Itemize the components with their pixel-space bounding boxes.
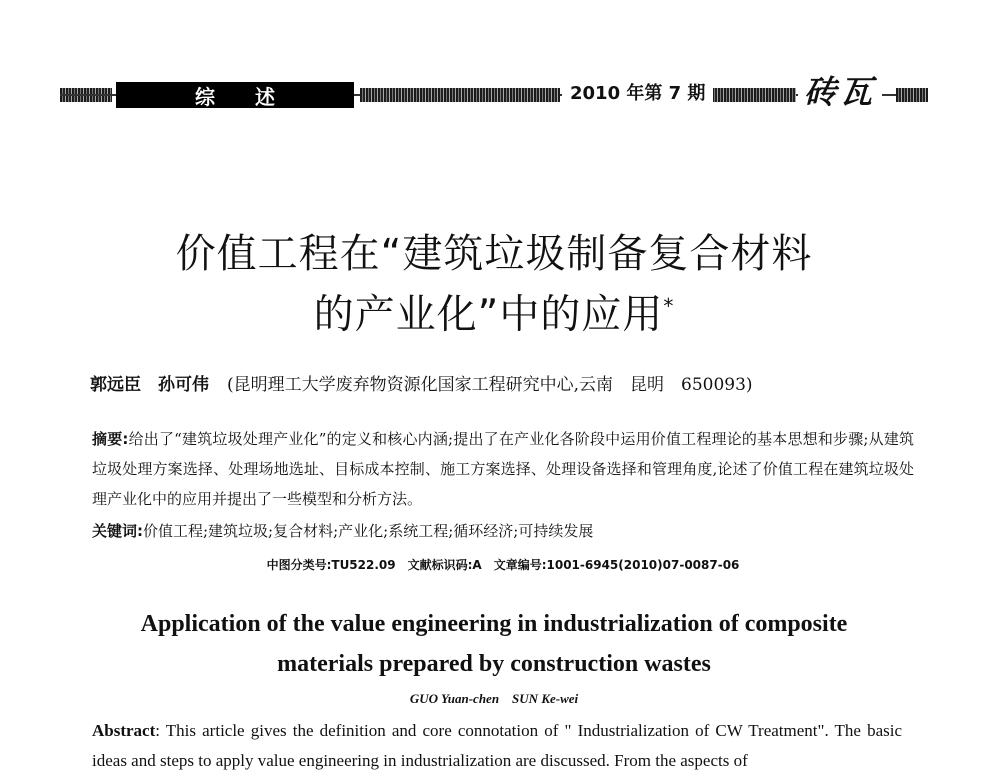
header-texture-right [700, 88, 796, 102]
journal-logo: 砖瓦 [798, 74, 882, 110]
abstract-en-label: Abstract [92, 721, 156, 740]
title-footnote-mark: * [663, 294, 675, 318]
abstract-zh-label: 摘要: [92, 430, 129, 448]
authors-en: GUO Yuan-chen SUN Ke-wei [409, 691, 579, 706]
title-zh-line-2 [60, 280, 928, 340]
article-title-zh [60, 228, 928, 340]
keywords-zh-label: 关键词: [92, 522, 143, 540]
keywords-zh [92, 516, 914, 546]
title-en-line-1: Application of the value engineering in industrialization of composite [140, 611, 848, 637]
classification-codes: 中图分类号:TU522.09 文献标识码:A 文章编号:1001-6945(2010)07-0087-06 [266, 558, 740, 572]
author-names-zh: 郭远臣 孙可伟 [90, 375, 209, 395]
abstract-zh-text: 给出了“建筑垃圾处理产业化”的定义和核心内涵;提出了在产业化各阶段中运用价值工程理论的基本思想和步骤;从建筑垃圾处理方案选择、处理场地选址、目标成本控制、施工方案选择、处理设备选择和管理角度,论述了价值工程在建筑垃圾处理产业化中的应用并提出了一些模型和分析方法。 [92, 430, 915, 508]
title-zh-line-1: 价值工程在“建筑垃圾制备复合材料 [175, 231, 813, 277]
article-title-en [60, 604, 928, 684]
issue-label: 2010 年第 7 期 [562, 80, 713, 108]
section-label: 综 述 [195, 84, 275, 109]
abstract-en [92, 716, 902, 776]
header-texture-middle [360, 88, 560, 102]
title-zh-line-2-text: 的产业化”中的应用 [313, 291, 664, 338]
title-en-line-2: materials prepared by construction wastes [277, 651, 711, 677]
section-label-box [116, 82, 354, 108]
abstract-zh [92, 424, 914, 514]
author-affiliation-zh: (昆明理工大学废弃物资源化国家工程研究中心,云南 昆明 650093) [227, 375, 753, 395]
keywords-zh-text: 价值工程;建筑垃圾;复合材料;产业化;系统工程;循环经济;可持续发展 [143, 522, 594, 540]
authors-zh [90, 370, 970, 395]
journal-header-band [60, 73, 928, 111]
header-texture-end [896, 88, 928, 102]
abstract-en-text: : This article gives the definition and core connotation of " Industrialization of CW Treatment". The basic ideas and steps to apply value engineering in industrialization are discussed. From the aspects of [92, 721, 902, 770]
